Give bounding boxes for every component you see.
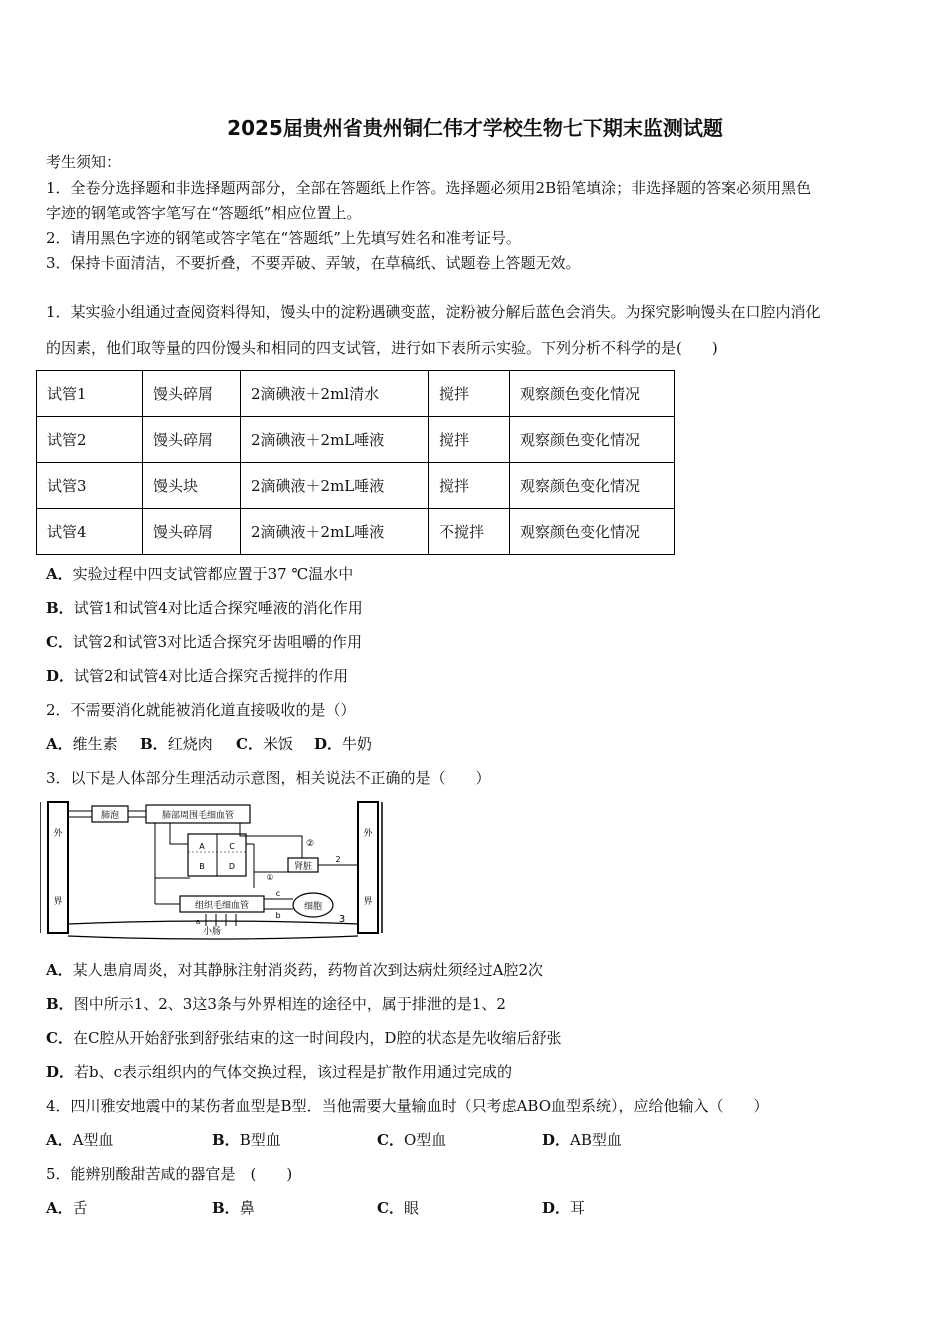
q1-option-a[interactable] [46,564,353,584]
q4-option-d[interactable] [542,1130,622,1150]
option-label: C． [236,735,263,753]
option-text: 鼻 [239,1199,255,1217]
option-text: 舌 [72,1199,88,1217]
option-text: 维生素 [72,735,118,753]
alveoli-label: 肺泡 [100,811,120,821]
table-cell: 2滴碘液＋2mL唾液 [241,463,429,509]
table-cell: 2滴碘液＋2mL唾液 [241,417,429,463]
path-marker-1: ① [266,873,274,882]
option-text: 牛奶 [342,735,373,753]
q3-option-d[interactable] [46,1062,512,1082]
table-cell: 搅拌 [429,417,510,463]
option-label: D． [46,1063,75,1081]
option-text: 某人患肩周炎，对其静脉注射消炎药，药物首次到达病灶须经过A腔2次 [72,961,544,979]
right-outside-bar [358,802,378,933]
q5-option-a[interactable] [46,1198,88,1218]
right-outside-label-top: 外 [363,829,373,839]
lung-capillaries-label: 肺部周围毛细血管 [161,811,235,821]
q5-stem: 5．能辨别酸甜苦咸的器官是 ( ) [46,1165,293,1183]
option-text: 眼 [403,1199,419,1217]
table-cell: 馒头碎屑 [143,371,241,417]
q3-option-a[interactable] [46,960,543,980]
option-label: A． [46,735,73,753]
tissue-capillaries-label: 组织毛细血管 [194,901,250,911]
option-text: 图中所示1、2、3这3条与外界相连的途径中，属于排泄的是1、2 [73,995,506,1013]
cell-label: 细胞 [303,902,323,912]
notice-line-3: 3．保持卡面清洁，不要折叠，不要弄破、弄皱，在草稿纸、试题卷上答题无效。 [46,254,581,272]
option-label: D． [542,1131,571,1149]
table-cell: 试管4 [37,509,143,555]
q3-physiology-diagram [40,800,385,940]
option-text: 试管2和试管3对比适合探究牙齿咀嚼的作用 [72,633,363,651]
q5-option-b[interactable] [212,1198,255,1218]
page-title: 2025届贵州省贵州铜仁伟才学校生物七下期末监测试题 [227,116,723,140]
heart-chamber-a: A [199,842,205,851]
option-label: A． [46,1199,73,1217]
option-label: B． [212,1199,240,1217]
heart-chamber-c: C [229,842,235,851]
notice-line-1b: 字迹的钢笔或答字笔写在“答题纸”相应位置上。 [46,204,362,222]
q3-option-b[interactable] [46,994,506,1014]
q5-option-d[interactable] [542,1198,585,1218]
q3-option-c[interactable] [46,1028,561,1048]
option-text: 红烧肉 [167,735,213,753]
option-text: 试管2和试管4对比适合探究舌搅拌的作用 [74,667,349,685]
option-text: 耳 [570,1199,586,1217]
table-row [37,463,675,509]
option-label: C． [377,1199,404,1217]
q5-option-c[interactable] [377,1198,419,1218]
q1-stem-1: 1．某实验小组通过查阅资料得知，馒头中的淀粉遇碘变蓝，淀粉被分解后蓝色会消失。为探究影响馒头在口腔内消化 [46,303,821,321]
q1-option-c[interactable] [46,632,362,652]
q2-option-c[interactable] [236,734,293,754]
table-cell: 馒头碎屑 [143,417,241,463]
table-cell: 不搅拌 [429,509,510,555]
table-cell: 馒头碎屑 [143,509,241,555]
option-label: D． [46,667,75,685]
table-cell: 观察颜色变化情况 [510,417,675,463]
small-intestine-label: 小肠 [202,927,222,937]
option-label: B． [140,735,168,753]
option-label: B． [212,1131,240,1149]
table-cell: 试管3 [37,463,143,509]
left-outside-label-top: 外 [53,829,63,839]
option-label: D． [314,735,343,753]
exchange-label-c: c [275,889,281,898]
table-cell: 2滴碘液＋2mL唾液 [241,509,429,555]
right-outside-label-bottom: 界 [363,897,373,907]
table-cell: 搅拌 [429,371,510,417]
option-text: 在C腔从开始舒张到舒张结束的这一时间段内，D腔的状态是先收缩后舒张 [72,1029,562,1047]
q1-option-b[interactable] [46,598,363,618]
option-label: C． [46,633,73,651]
option-text: A型血 [72,1131,114,1149]
option-text: 试管1和试管4对比适合探究唾液的消化作用 [73,599,363,617]
option-label: C． [377,1131,404,1149]
option-text: B型血 [239,1131,281,1149]
exchange-label-b: b [275,911,281,920]
table-row [37,417,675,463]
option-text: 米饭 [262,735,293,753]
kidney-label: 肾脏 [293,862,313,872]
q2-option-d[interactable] [314,734,372,754]
notice-line-1: 1．全卷分选择题和非选择题两部分，全部在答题纸上作答。选择题必须用2B铅笔填涂；非选择题的答案必须用黑色 [46,179,812,197]
q2-option-b[interactable] [140,734,213,754]
left-outside-bar [48,802,68,933]
option-label: D． [542,1199,571,1217]
table-cell: 观察颜色变化情况 [510,463,675,509]
heart-chamber-b: B [199,862,205,871]
table-cell: 观察颜色变化情况 [510,509,675,555]
option-text: 若b、c表示组织内的气体交换过程，该过程是扩散作用通过完成的 [74,1063,513,1081]
q2-stem: 2．不需要消化就能被消化道直接吸收的是（） [46,701,356,719]
notice-line-2: 2．请用黑色字迹的钢笔或答字笔在“答题纸”上先填写姓名和准考证号。 [46,229,521,247]
q3-stem: 3．以下是人体部分生理活动示意图，相关说法不正确的是（ ） [46,769,491,787]
q4-option-b[interactable] [212,1130,281,1150]
option-label: A． [46,1131,73,1149]
option-text: AB型血 [570,1131,622,1149]
option-label: B． [46,599,74,617]
table-cell: 2滴碘液＋2ml清水 [241,371,429,417]
table-cell: 试管1 [37,371,143,417]
option-text: O型血 [403,1131,447,1149]
path-label-3: 3 [338,914,346,925]
q1-experiment-table [36,370,675,555]
q2-option-a[interactable] [46,734,118,754]
table-row [37,509,675,555]
table-cell: 试管2 [37,417,143,463]
q1-stem-2: 的因素，他们取等量的四份馒头和相同的四支试管，进行如下表所示实验。下列分析不科学的是( ) [46,339,718,357]
table-cell: 馒头块 [143,463,241,509]
option-label: A． [46,961,73,979]
option-text: 实验过程中四支试管都应置于37 ℃温水中 [72,565,354,583]
q4-option-a[interactable] [46,1130,113,1150]
table-cell: 观察颜色变化情况 [510,371,675,417]
q4-option-c[interactable] [377,1130,446,1150]
q4-stem: 4．四川雅安地震中的某伤者血型是B型．当他需要大量输血时（只考虑ABO血型系统），应给他输入（ ） [46,1097,769,1115]
table-cell: 搅拌 [429,463,510,509]
notice-heading: 考生须知： [46,153,122,171]
left-outside-label-bottom: 界 [53,897,63,907]
option-label: B． [46,995,74,1013]
table-row [37,371,675,417]
q1-option-d[interactable] [46,666,348,686]
path-marker-2: ② [305,839,315,849]
option-label: C． [46,1029,73,1047]
option-label: A． [46,565,73,583]
absorption-label-a: a [195,918,201,926]
path-label-2: 2 [335,855,341,864]
heart-chamber-d: D [228,862,236,871]
